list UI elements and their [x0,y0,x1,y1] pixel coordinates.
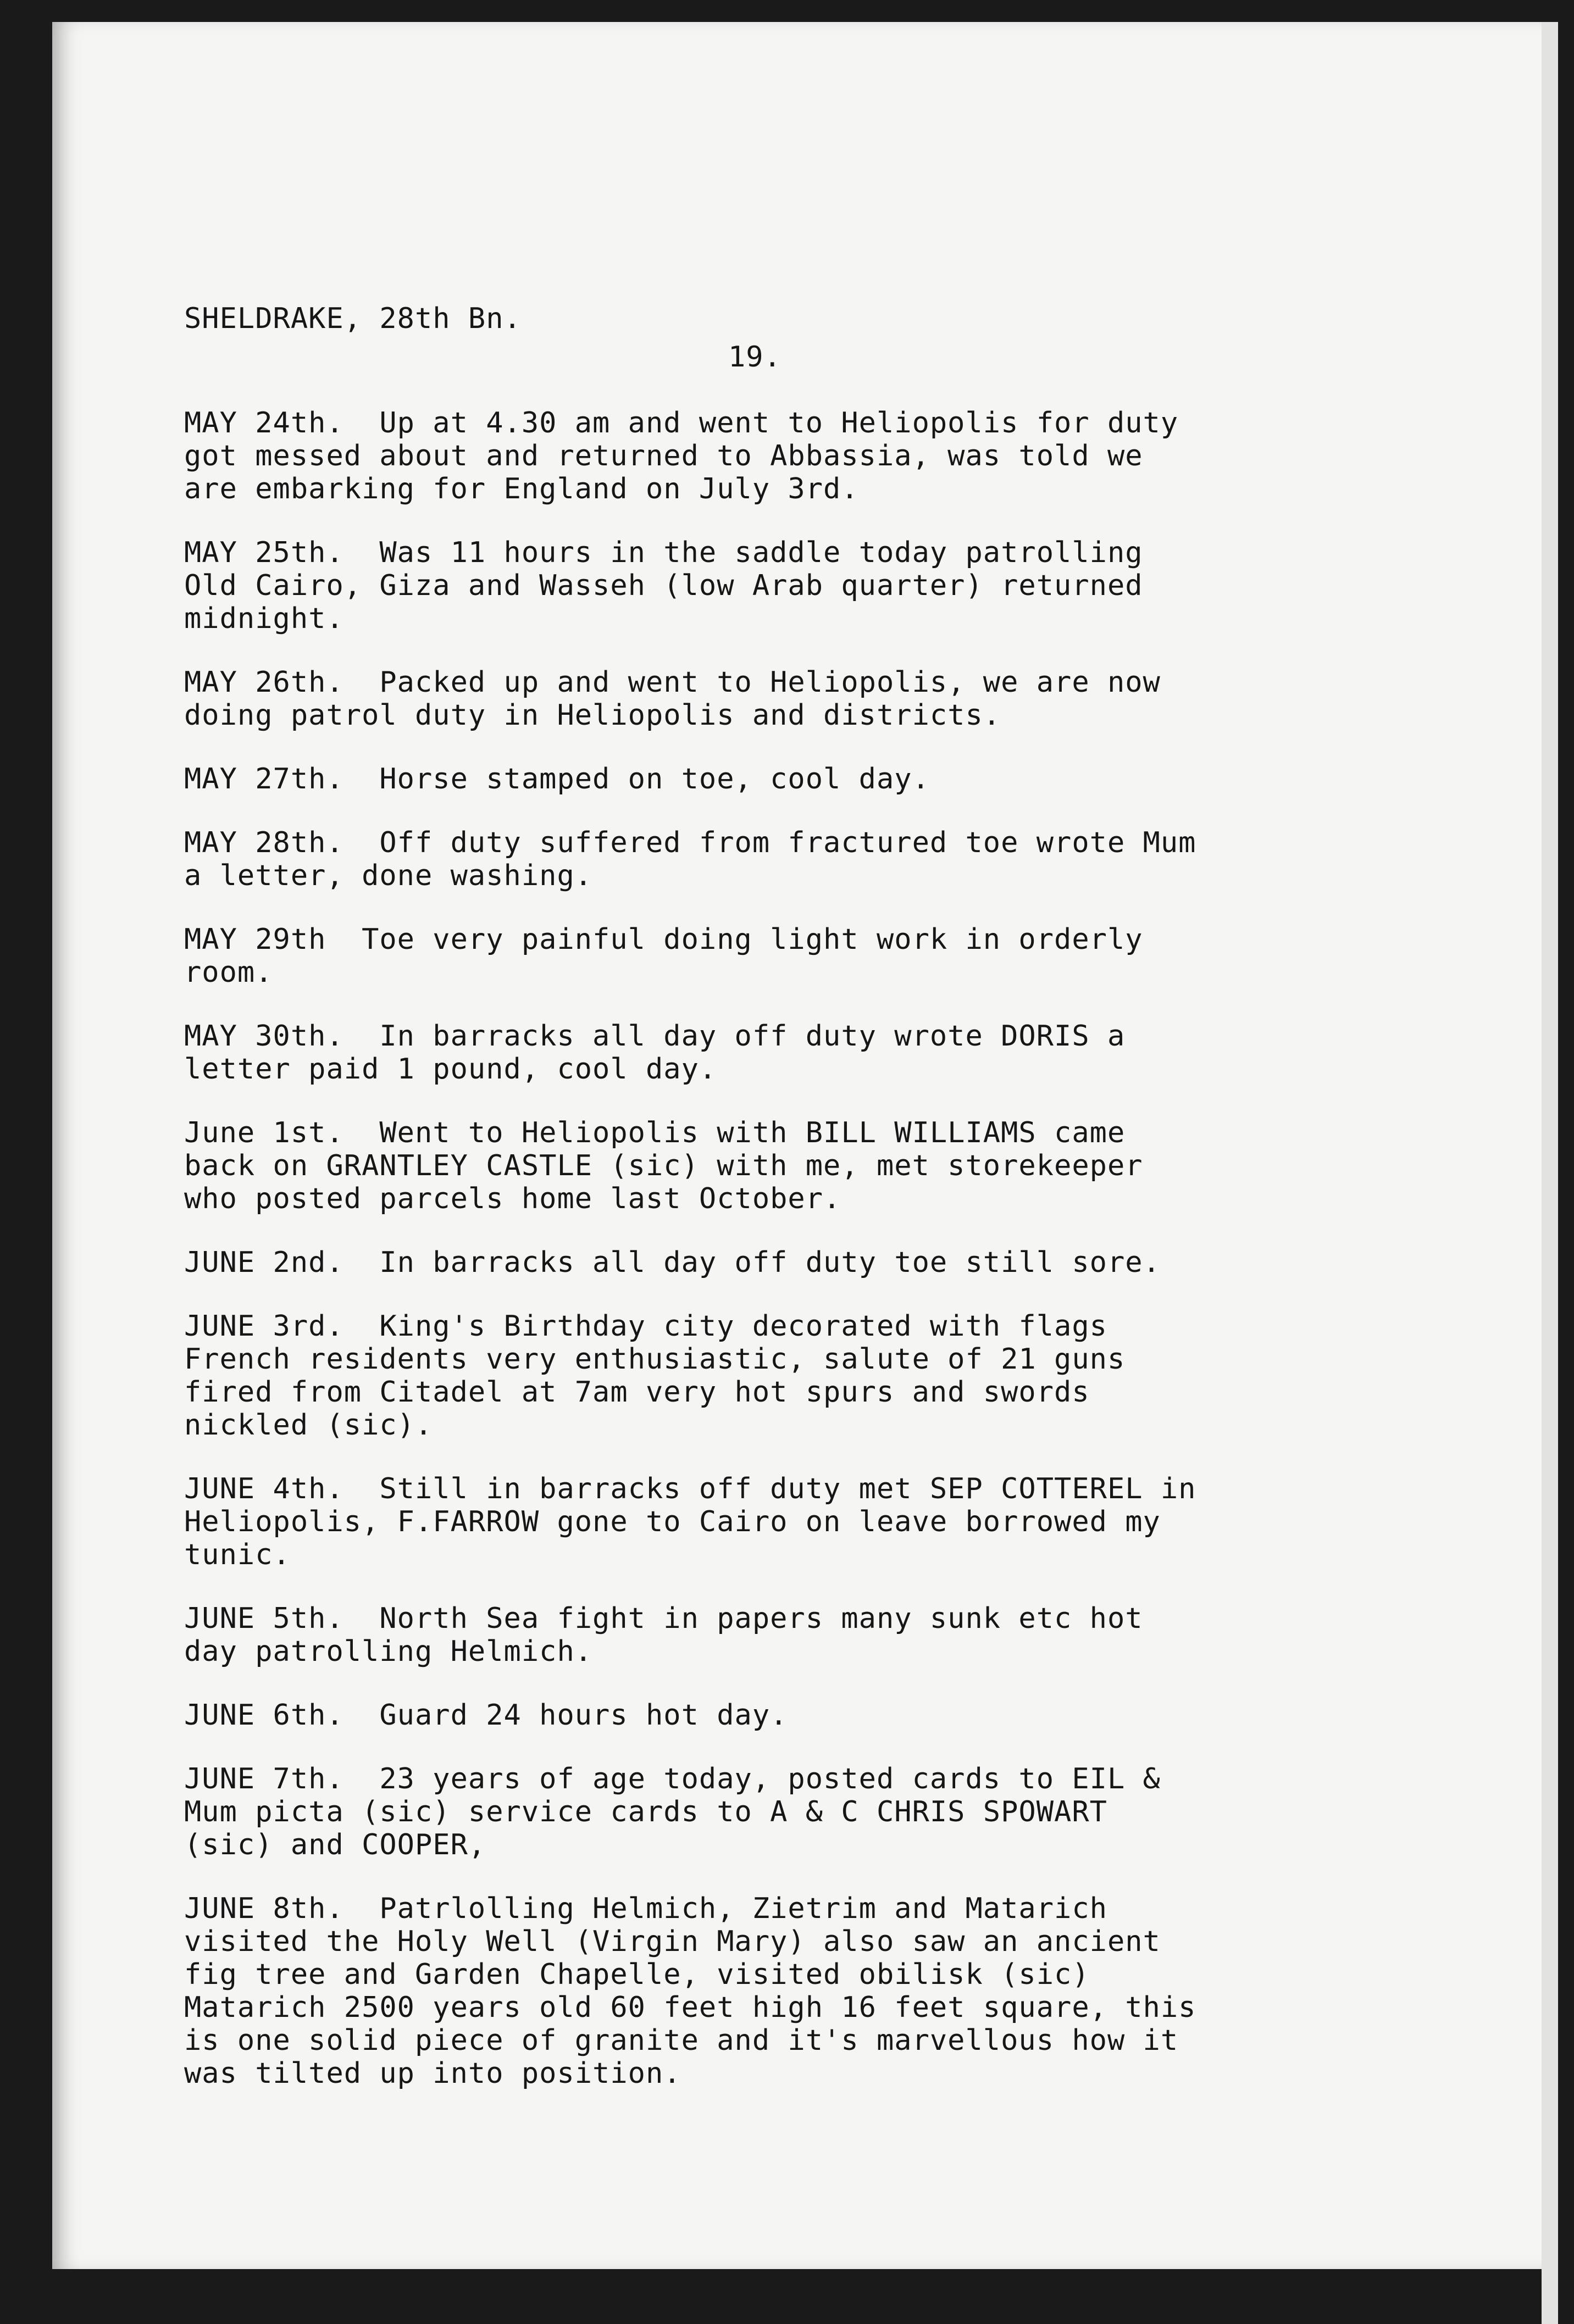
page-number: 19. [728,341,782,374]
diary-entry: JUNE 4th. Still in barracks off duty met SEP COTTEREL in Heliopolis, F.FARROW gone to Cairo on leave borrowed my tunic. [184,1472,1196,1571]
diary-entry: JUNE 6th. Guard 24 hours hot day. [184,1699,788,1732]
diary-text [184,302,1393,2121]
diary-entry: JUNE 8th. Patrlolling Helmich, Zietrim and Matarich visited the Holy Well (Virgin Mary) also saw an ancient fig tree and Garden Chapelle, visited obilisk (sic) Matarich 2500 years old 60 feet high 16 feet square, this is one solid piece of granite and it's marvellous how it was tilted up into position. [184,1892,1196,2090]
diary-entry: MAY 26th. Packed up and went to Heliopolis, we are now doing patrol duty in Heliopolis and districts. [184,666,1161,732]
document-page [52,22,1558,2269]
page-edge [1542,22,1558,2324]
diary-entry: JUNE 7th. 23 years of age today, posted cards to EIL & Mum picta (sic) service cards to A & C CHRIS SPOWART (sic) and COOPER, [184,1763,1161,1861]
diary-entry: June 1st. Went to Heliopolis with BILL WILLIAMS came back on GRANTLEY CASTLE (sic) with me, met storekeeper who posted parcels home last October. [184,1116,1143,1215]
diary-entry: MAY 30th. In barracks all day off duty wrote DORIS a letter paid 1 pound, cool day. [184,1020,1126,1086]
diary-entry: JUNE 2nd. In barracks all day off duty toe still sore. [184,1246,1161,1279]
diary-entry: MAY 25th. Was 11 hours in the saddle today patrolling Old Cairo, Giza and Wasseh (low Arab quarter) returned midnight. [184,536,1143,635]
document-header: SHELDRAKE, 28th Bn. [184,302,522,335]
diary-entry: MAY 28th. Off duty suffered from fractured toe wrote Mum a letter, done washing. [184,826,1196,892]
diary-entry: JUNE 5th. North Sea fight in papers many sunk etc hot day patrolling Helmich. [184,1602,1143,1668]
diary-entry: MAY 29th Toe very painful doing light work in orderly room. [184,923,1143,989]
diary-entry: JUNE 3rd. King's Birthday city decorated with flags French residents very enthusiastic, salute of 21 guns fired from Citadel at 7am very hot spurs and swords nickled (sic). [184,1310,1126,1442]
diary-entry: MAY 24th. Up at 4.30 am and went to Heliopolis for duty got messed about and returned to Abbassia, was told we are embarking for England on July 3rd. [184,407,1179,505]
diary-entry: MAY 27th. Horse stamped on toe, cool day. [184,763,930,796]
